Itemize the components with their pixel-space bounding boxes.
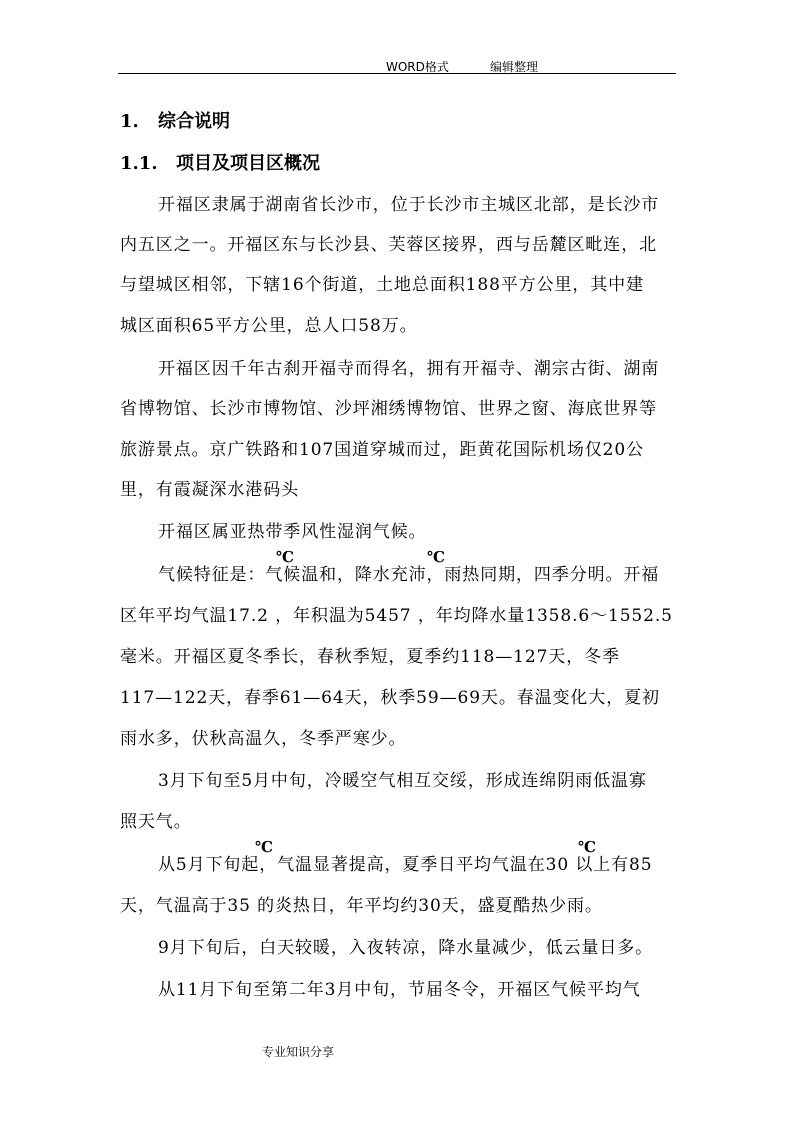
degree-celsius-mark: ℃ (276, 548, 294, 566)
section-number: 1. (120, 111, 139, 132)
header-editor-label: 编辑整理 (490, 60, 539, 74)
body-text-line: 9月下旬后，白天较暖，入夜转凉，降水量减少，低云量日多。 (158, 938, 654, 958)
subsection-title: 项目及项目区概况 (176, 153, 320, 174)
body-text-line: 开福区隶属于湖南省长沙市，位于长沙市主城区北部，是长沙市 (158, 195, 660, 215)
body-text-line: 3月下旬至5月中旬，冷暖空气相互交绥，形成连绵阴雨低温寡 (158, 771, 647, 791)
page-footer: 专业知识分享 (262, 1045, 335, 1059)
degree-celsius-mark: ℃ (427, 548, 445, 566)
body-text-line: 里，有霞凝深水港码头 (120, 480, 299, 500)
body-text-line: 从5月下旬起，气温显著提高，夏季日平均气温在30 以上有85 (158, 855, 653, 875)
body-text-line: 从11月下旬至第二年3月中旬，节届冬令，开福区气候平均气 (158, 980, 641, 1000)
body-text-line: 毫米。开福区夏冬季长，春秋季短，夏季约118—127天，冬季 (120, 647, 620, 667)
body-text-line: 气候特征是：气候温和，降水充沛，雨热同期，四季分明。开福 (158, 565, 660, 585)
degree-celsius-mark: ℃ (578, 838, 596, 856)
header-divider (118, 73, 676, 74)
body-text-line: 天，气温高于35 的炎热日，年平均约30天，盛夏酷热少雨。 (120, 896, 603, 916)
body-text-line: 开福区因千年古刹开福寺而得名，拥有开福寺、潮宗古街、湖南 (158, 359, 660, 379)
body-text-line: 117—122天，春季61—64天，秋季59—69天。春温变化大，夏初 (120, 688, 660, 708)
section-heading (120, 107, 230, 133)
subsection-heading (120, 149, 320, 175)
body-text-line: 旅游景点。京广铁路和107国道穿城而过，距黄花国际机场仅20公 (120, 440, 644, 460)
section-title: 综合说明 (158, 111, 230, 132)
body-text-line: 与望城区相邻，下辖16个街道，土地总面积188平方公里，其中建 (120, 275, 644, 295)
body-text-line: 城区面积65平方公里，总人口58万。 (120, 316, 418, 336)
header-format-label: WORD格式 (386, 60, 449, 74)
body-text-line: 区年平均气温17.2 ，年积温为5457 ，年均降水量1358.6～1552.5 (120, 606, 673, 626)
body-text-line: 雨水多，伏秋高温久，冬季严寒少。 (120, 729, 407, 749)
body-text-line: 内五区之一。开福区东与长沙县、芙蓉区接界，西与岳麓区毗连，北 (120, 235, 657, 255)
body-text-line: 开福区属亚热带季风性湿润气候。 (158, 522, 427, 542)
body-text-line: 照天气。 (120, 812, 192, 832)
degree-celsius-mark: ℃ (255, 838, 273, 856)
subsection-number: 1.1. (120, 153, 158, 174)
body-text-line: 省博物馆、长沙市博物馆、沙坪湘绣博物馆、世界之窗、海底世界等 (120, 399, 657, 419)
